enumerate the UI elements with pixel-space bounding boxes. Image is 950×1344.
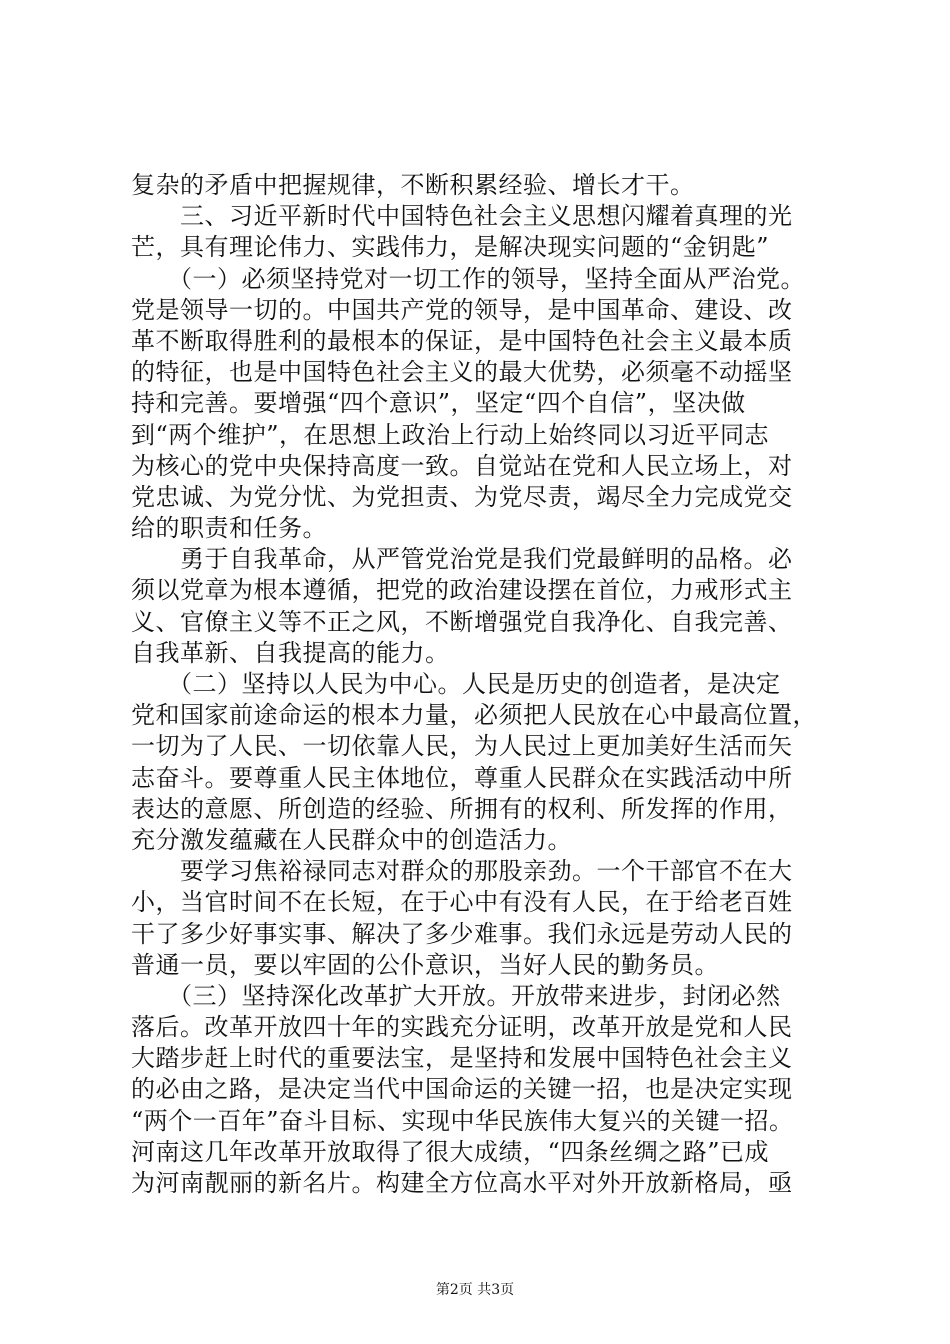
page-footer xyxy=(0,1280,950,1300)
text-line: 大踏步赶上时代的重要法宝，是坚持和发展中国特色社会主义 xyxy=(131,1044,793,1073)
text-line: 自我革新、自我提高的能力。 xyxy=(131,638,450,667)
text-line: 的特征，也是中国特色社会主义的最大优势，必须毫不动摇坚 xyxy=(131,358,793,387)
text-line: 党是领导一切的。中国共产党的领导，是中国革命、建设、改 xyxy=(131,295,793,324)
text-line: 充分激发蕴藏在人民群众中的创造活力。 xyxy=(131,825,572,854)
text-line: 小，当官时间不在长短，在于心中有没有人民，在于给老百姓 xyxy=(131,888,793,917)
text-line: 革不断取得胜利的最根本的保证，是中国特色社会主义最本质 xyxy=(131,326,793,355)
text-line: 志奋斗。要尊重人民主体地位，尊重人民群众在实践活动中所 xyxy=(131,763,793,792)
text-line: 给的职责和任务。 xyxy=(131,514,327,543)
text-line: 表达的意愿、所创造的经验、所拥有的权利、所发挥的作用， xyxy=(131,794,793,823)
text-line: 复杂的矛盾中把握规律，不断积累经验、增长才干。 xyxy=(131,171,695,199)
text-line: 落后。改革开放四十年的实践充分证明，改革开放是党和人民 xyxy=(131,1013,793,1042)
text-line: 要学习焦裕禄同志对群众的那股亲劲。一个干部官不在大 xyxy=(131,857,793,886)
text-line: （三）坚持深化改革扩大开放。开放带来进步，封闭必然 xyxy=(131,981,781,1010)
text-line: 持和完善。要增强“四个意识”，坚定“四个自信”，坚决做 xyxy=(131,389,746,418)
text-line: 义、官僚主义等不正之风，不断增强党自我净化、自我完善、 xyxy=(131,607,793,636)
text-line: 党和国家前途命运的根本力量，必须把人民放在心中最高位置， xyxy=(131,701,817,730)
text-line: 到“两个维护”，在思想上政治上行动上始终同以习近平同志 xyxy=(131,420,770,449)
text-line: 干了多少好事实事、解决了多少难事。我们永远是劳动人民的 xyxy=(131,919,793,948)
text-line: （一）必须坚持党对一切工作的领导，坚持全面从严治党。 xyxy=(131,264,805,293)
text-line: 党忠诚、为党分忧、为党担责、为党尽责，竭尽全力完成党交 xyxy=(131,482,793,511)
text-line: 为核心的党中央保持高度一致。自觉站在党和人民立场上，对 xyxy=(131,451,793,480)
document-body xyxy=(131,170,831,1199)
text-line: “两个一百年”奋斗目标、实现中华民族伟大复兴的关键一招。 xyxy=(131,1106,794,1135)
text-line: 为河南靓丽的新名片。构建全方位高水平对外开放新格局，亟 xyxy=(131,1169,793,1197)
text-line: （二）坚持以人民为中心。人民是历史的创造者，是决定 xyxy=(131,670,781,698)
text-line: 须以党章为根本遵循，把党的政治建设摆在首位，力戒形式主 xyxy=(131,576,793,605)
text-line: 勇于自我革命，从严管党治党是我们党最鲜明的品格。必 xyxy=(131,545,793,574)
text-line: 的必由之路，是决定当代中国命运的关键一招，也是决定实现 xyxy=(131,1075,793,1104)
text-line: 一切为了人民、一切依靠人民，为人民过上更加美好生活而矢 xyxy=(131,732,793,761)
text-line: 芒，具有理论伟力、实践伟力，是解决现实问题的“金钥匙” xyxy=(131,233,770,262)
page-number: 第2页 共3页 xyxy=(435,1282,515,1298)
text-line: 河南这几年改革开放取得了很大成绩，“四条丝绸之路”已成 xyxy=(131,1137,770,1166)
text-line: 普通一员，要以牢固的公仆意识，当好人民的勤务员。 xyxy=(131,950,719,979)
text-line: 三、习近平新时代中国特色社会主义思想闪耀着真理的光 xyxy=(131,202,793,231)
